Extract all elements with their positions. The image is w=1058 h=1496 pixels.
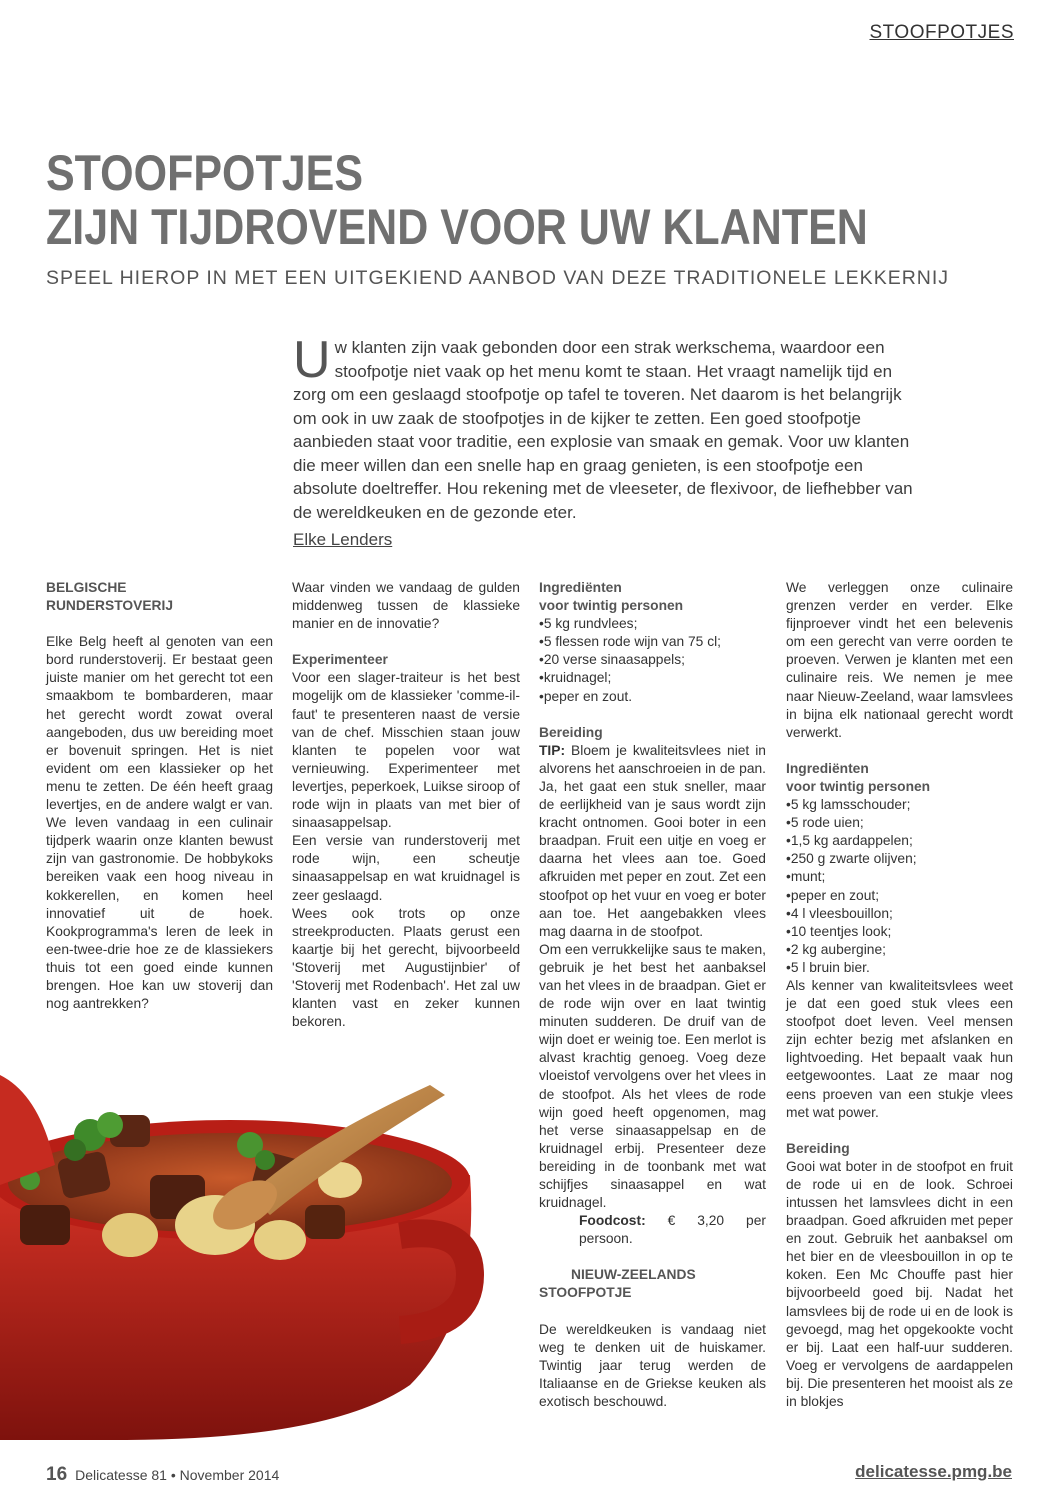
list-item: •5 flessen rode wijn van 75 cl; (539, 634, 721, 650)
subtitle: SPEEL HIEROP IN MET EEN UITGEKIEND AANBOD VAN DEZE TRADITIONELE LEKKERNIJ (46, 267, 950, 289)
column-4 (786, 579, 1013, 1411)
col4-ingredients-heading-1: Ingrediënten (786, 760, 869, 776)
col3-paragraph-2: Om een verrukkelijke saus te maken, gebruik je het best het aanbaksel van het vlees in de braadpan. Giet er de rode wijn over en laat twintig minuten sudderen. De druif van de wijn doet er weinig toe. Een merlot is alvast krachtig genoeg. Voeg deze vloeistof vervolgens over het vlees in de stoofpot. Als het vlees de rode wijn goed heeft opgenomen, mag het verse sinaasappelsap en de kruidnagel erbij. Presenteer deze bereiding in de toonbank met wat schijfjes sinaasappel en wat kruidnagel. (539, 941, 766, 1211)
col4-intro: We verleggen onze culinaire grenzen verder en verder. Elke fijnproever vindt het een belevenis om een gerecht van verre oorden te proeven. Verwen je klanten met een culinaire reis. We nemen je mee naar Nieuw-Zeeland, waar lamsvlees in bijna elk nationaal gerecht wordt verwerkt. (786, 580, 1013, 740)
col3-foodcost (539, 1212, 766, 1248)
col3-nz-heading-2: STOOFPOTJE (539, 1285, 632, 1301)
col4-ingredients-heading-2: voor twintig personen (786, 778, 931, 794)
foodcost-value: € 3,20 per persoon. (579, 1213, 766, 1247)
col3-ingredients-heading-1: Ingrediënten (539, 580, 622, 595)
tip-label: TIP: (539, 742, 566, 758)
column-3 (539, 579, 766, 1411)
intro-paragraph (293, 331, 918, 524)
col2-intro: Waar vinden we vandaag de gulden middenweg tussen de klassieke manier en de innovatie? (292, 580, 520, 632)
col3-tip (539, 742, 766, 941)
list-item: •10 teentjes look; (786, 923, 892, 939)
list-item: •peper en zout. (539, 688, 633, 704)
page-number: 16 (46, 1464, 68, 1485)
col4-prep: Gooi wat boter in de stoofpot en fruit de rode ui en de look. Schroei intussen het lamsvlees dicht in een braadpan. Goed afkruiden met peper en zout. Gebruik het aanbaksel om het bier en de vleesbouillon in op te koken. Een Mc Chouffe past hier bijvoorbeeld goed bij. Nadat het lamsvlees bij de rode ui en de look is gevoegd, mag het opgekookte vocht er bij. Laat een half-uur sudderen. Voeg er vervolgens de aardappelen bij. Die presenteren het mooist als ze in blokjes (786, 1158, 1013, 1410)
col3-ingredients-heading-2: voor twintig personen (539, 598, 684, 614)
title-line-2: ZIJN TIJDROVEND VOOR UW KLANTEN (46, 199, 868, 255)
column-2 (292, 579, 520, 1031)
list-item: •250 g zwarte olijven; (786, 851, 917, 867)
col1-heading-2: RUNDERSTOVERIJ (46, 598, 174, 614)
col3-nz-body: De wereldkeuken is vandaag niet weg te denken uit de huiskamer. Twintig jaar terug werden de Italiaanse en de Griekse keuken als exotisch beschouwd. (539, 1321, 766, 1409)
col3-ingredients-list (539, 615, 766, 705)
col2-heading: Experimenteer (292, 652, 388, 668)
page-title (46, 146, 872, 254)
list-item: •peper en zout; (786, 887, 880, 903)
magazine-issue: Delicatesse 81 • November 2014 (75, 1467, 280, 1483)
col3-prep-heading: Bereiding (539, 724, 603, 740)
footer-folio (46, 1464, 279, 1486)
list-item: •4 l vleesbouillon; (786, 905, 893, 921)
intro-text: w klanten zijn vaak gebonden door een strak werkschema, waardoor een stoofpotje niet vaak op het menu komt te staan. Het vraagt namelijk tijd en zorg om een geslaagd stoofpotje op tafel te toveren. Net daarom is het belangrijk om ook in uw zaak de stoofpotjes in de kijker te zetten. Een goed stoofpotje aanbieden staat voor traditie, een explosie van smaak en gemak. Voor uw klanten die meer willen dan een snelle hap en graag genieten, is een stoofpotje een absolute doeltreffer. Hou rekening met de vleeseter, de flexivoor, de liefhebber van de wereldkeuken en de gezonde eter. (293, 338, 913, 522)
col1-body: Elke Belg heeft al genoten van een bord runderstoverij. Er bestaat geen juiste manier om het gerecht tot een smaakbom te bombarderen, maar het gerecht wordt zowat overal aangeboden, dus uw bereiding moet er bovenuit springen. Het is niet evident om een klassieker op het menu te zetten. De één heeft graag levertjes, en de andere walgt er van. We leven vandaag in een culinair tijdperk waarin onze klanten bewust zijn van gastronomie. De hobbykoks bereiken vaak een hoog niveau in kokkerellen, en komen heel innovatief uit de hoek. Kookprogramma's leren de leek in een-twee-drie hoe ze de klassiekers thuis tot een goed einde kunnen brengen. Hoe kan uw stoverij dan nog aantrekken? (46, 634, 273, 1012)
col3-nz-heading-1: NIEUW-ZEELANDS (571, 1267, 696, 1283)
col2-paragraph-1: Voor een slager-traiteur is het best mogelijk om de klassieker 'comme-il-faut' te presenteren naast de versie van de chef. Misschien staan jouw klanten te popelen voor wat vernieuwing. Experimenteer met levertjes, peperkoek, Luikse siroop of rode wijn in plaats van met bier of sinaasappelsap. (292, 670, 520, 831)
column-1 (46, 579, 273, 1013)
col2-paragraph-2: Een versie van runderstoverij met rode wijn, een scheutje sinaasappelsap en wat kruidnagel is zeer geslaagd. (292, 833, 520, 903)
list-item: •20 verse sinaasappels; (539, 652, 685, 668)
col4-prep-heading: Bereiding (786, 1140, 850, 1156)
list-item: •5 rode uien; (786, 815, 864, 831)
list-item: •2 kg aubergine; (786, 941, 886, 957)
list-item: •munt; (786, 869, 826, 885)
section-tag: STOOFPOTJES (869, 22, 1014, 43)
tip-text: Bloem je kwaliteitsvlees niet in alvorens het aanschroeien in de pan. Ja, het gaat een stuk sneller, maar de eerlijkheid van je saus wordt zijn kracht ontnomen. Gooi boter in een braadpan. Fruit een uitje en voeg er daarna het vlees aan toe. Goed afkruiden met peper en zout. Zet een stoofpot op het vuur en voeg er boter aan toe. Het aangebakken vlees mag daarna in de stoofpot. (539, 742, 766, 939)
list-item: •5 kg lamsschouder; (786, 797, 911, 813)
col1-heading-1: BELGISCHE (46, 580, 127, 595)
col4-paragraph-1: Als kenner van kwaliteitsvlees weet je dat een goed stuk vlees een stoofpot doet leven. Veel mensen zijn echter bezig met afslanken en lightvoeding. Het bepaalt vaak hun eetgewoontes. Laat ze maar nog eens proeven van een stukje vlees met wat power. (786, 977, 1013, 1120)
stew-pot-photo (0, 1055, 600, 1440)
list-item: •5 kg rundvlees; (539, 616, 638, 632)
author-name: Elke Lenders (293, 530, 393, 549)
list-item: •kruidnagel; (539, 670, 612, 686)
title-line-1: STOOFPOTJES (46, 145, 364, 201)
foodcost-label: Foodcost: (579, 1213, 646, 1229)
list-item: •1,5 kg aardappelen; (786, 833, 913, 849)
website-link[interactable]: delicatesse.pmg.be (855, 1462, 1012, 1481)
list-item: •5 l bruin bier. (786, 959, 870, 975)
drop-cap: U (293, 331, 331, 389)
col2-paragraph-3: Wees ook trots op onze streekproducten. Plaats gerust een kaartje bij het gerecht, bijvoorbeeld 'Stoverij met Augustijnbier' of 'Stoverij met Rodenbach'. Het zal uw klanten vast en zeker kunnen bekoren. (292, 905, 520, 1030)
col4-ingredients-list (786, 796, 1013, 977)
